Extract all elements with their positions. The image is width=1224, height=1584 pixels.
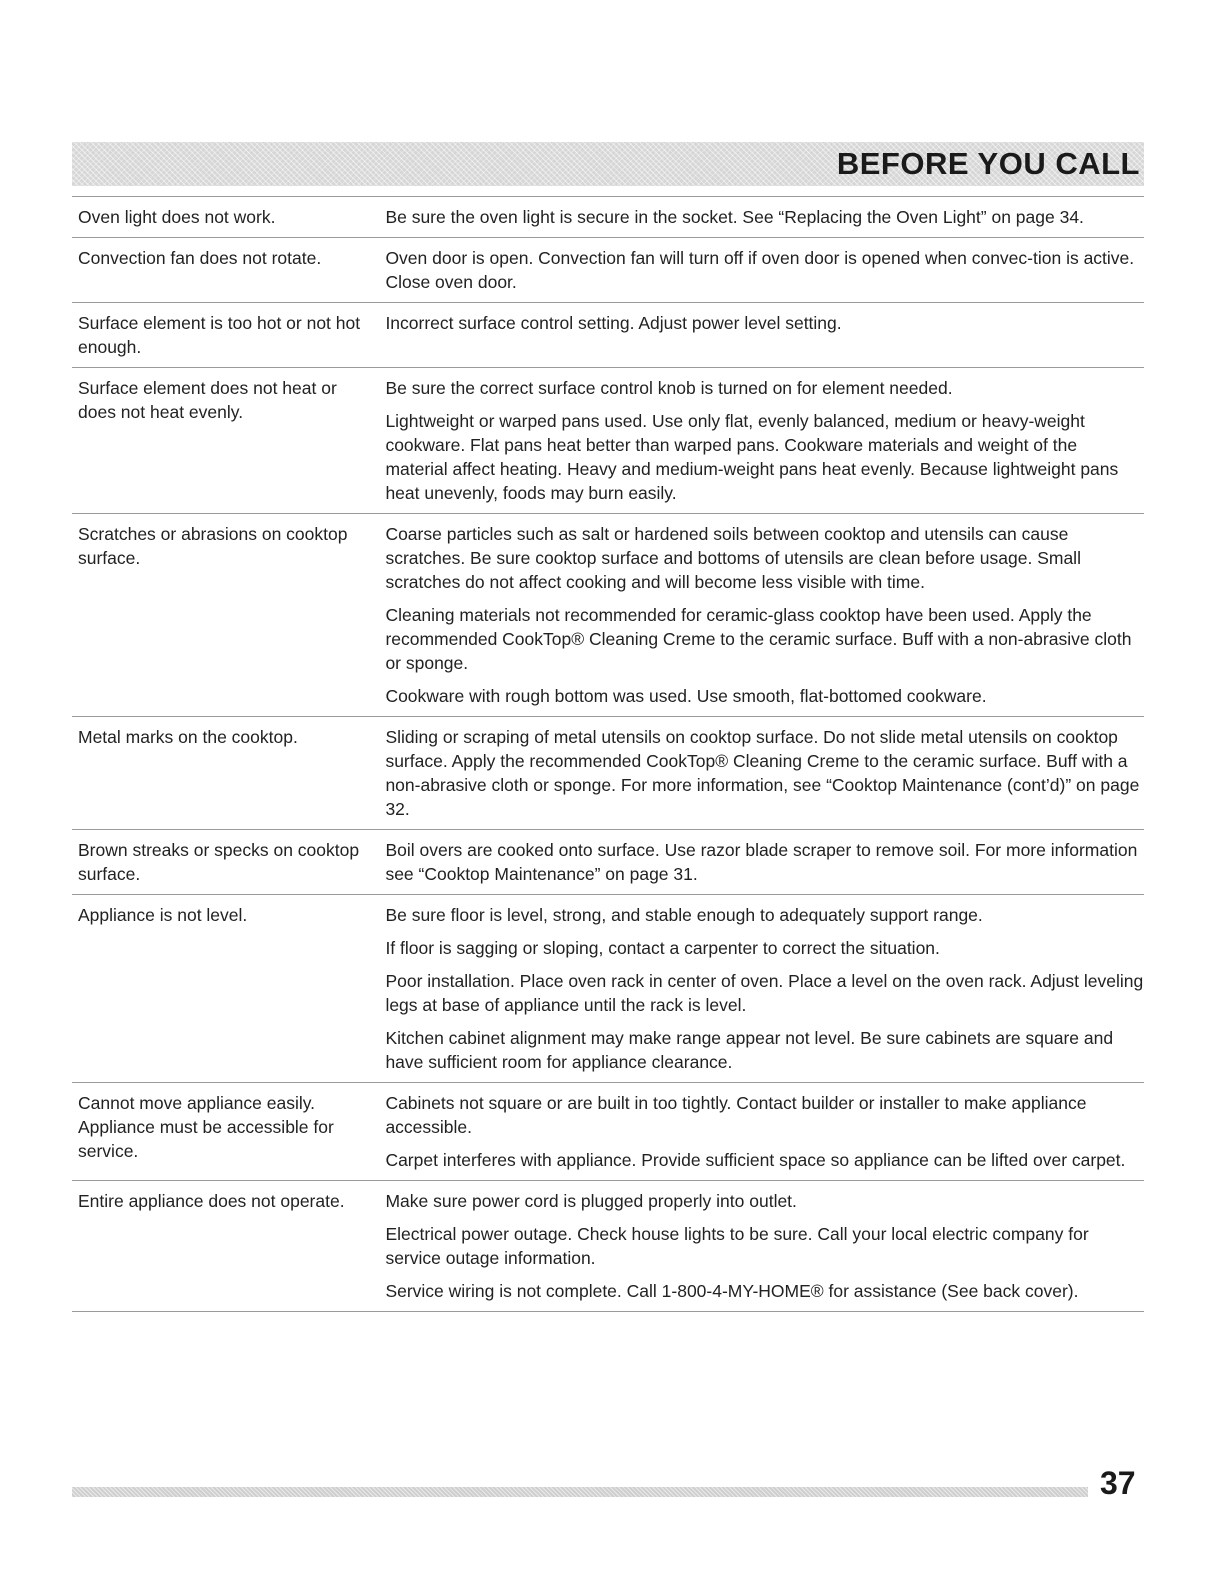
- table-row: [72, 1180, 1144, 1312]
- solution-text: Make sure power cord is plugged properly into outlet.: [385, 1191, 797, 1211]
- problem-text: Convection fan does not rotate.: [78, 248, 322, 268]
- solution-text: Boil overs are cooked onto surface. Use razor blade scraper to remove soil. For more information see “Cooktop Maintenance” on page 31.: [385, 840, 1138, 884]
- troubleshooting-table: [72, 196, 1144, 1312]
- solutions-cell: [376, 238, 1144, 294]
- solution-text: Carpet interferes with appliance. Provide sufficient space so appliance can be lifted over carpet.: [385, 1150, 1126, 1170]
- solution-text: Be sure the oven light is secure in the socket. See “Replacing the Oven Light” on page 34.: [385, 207, 1084, 227]
- solutions-cell: [376, 717, 1144, 821]
- solutions-cell: [376, 303, 1144, 359]
- solutions-cell: [376, 197, 1144, 229]
- table-row: [72, 894, 1144, 1082]
- solutions-cell: [376, 895, 1144, 1074]
- table-row: [72, 513, 1144, 716]
- solution-text: Poor installation. Place oven rack in center of oven. Place a level on the oven rack. Adjust leveling legs at base of appliance until the rack is level.: [385, 971, 1144, 1015]
- solutions-cell: [376, 830, 1144, 886]
- solutions-cell: [376, 1181, 1144, 1303]
- problem-text: Oven light does not work.: [78, 207, 276, 227]
- table-row: [72, 829, 1144, 894]
- solutions-cell: [376, 1083, 1144, 1172]
- solution-text: Lightweight or warped pans used. Use only flat, evenly balanced, medium or heavy-weight cookware. Flat pans heat better than warped pans. Cookware materials and weight of the material affect heating. Heavy and medium-weight pans heat evenly. Because lightweight pans heat unevenly, foods may burn easily.: [385, 411, 1119, 503]
- table-row: [72, 196, 1144, 237]
- solutions-cell: [376, 514, 1144, 708]
- solution-text: Electrical power outage. Check house lights to be sure. Call your local electric company for service outage information.: [385, 1224, 1089, 1268]
- table-row: [72, 302, 1144, 367]
- problem-text: Surface element does not heat or does not heat evenly.: [78, 378, 337, 422]
- problem-text: Entire appliance does not operate.: [78, 1191, 345, 1211]
- solution-text: Sliding or scraping of metal utensils on cooktop surface. Do not slide metal utensils on cooktop surface. Apply the recommended CookTop® Cleaning Creme to the ceramic surface. Buff with a non-abrasive cloth or sponge. For more information, see “Cooktop Maintenance (cont’d)” on page 32.: [385, 727, 1140, 819]
- solution-text: Oven door is open. Convection fan will turn off if oven door is opened when convec-tion is active. Close oven door.: [385, 248, 1135, 292]
- table-row: [72, 716, 1144, 829]
- solution-text: Be sure the correct surface control knob is turned on for element needed.: [385, 378, 953, 398]
- solution-text: Service wiring is not complete. Call 1-800-4-MY-HOME® for assistance (See back cover).: [385, 1281, 1079, 1301]
- solutions-cell: [376, 368, 1144, 505]
- problem-text: Appliance is not level.: [78, 905, 248, 925]
- problem-text: Cannot move appliance easily. Appliance must be accessible for service.: [78, 1093, 334, 1161]
- table-row: [72, 1082, 1144, 1180]
- section-title: BEFORE YOU CALL: [836, 146, 1140, 181]
- solution-text: Kitchen cabinet alignment may make range appear not level. Be sure cabinets are square and have sufficient room for appliance clearance.: [385, 1028, 1114, 1072]
- solution-text: Cabinets not square or are built in too tightly. Contact builder or installer to make appliance accessible.: [385, 1093, 1087, 1137]
- page-number: 37: [1100, 1465, 1136, 1501]
- solution-text: Be sure floor is level, strong, and stable enough to adequately support range.: [385, 905, 983, 925]
- solution-text: Cookware with rough bottom was used. Use smooth, flat-bottomed cookware.: [385, 686, 987, 706]
- problem-text: Brown streaks or specks on cooktop surface.: [78, 840, 360, 884]
- table-row: [72, 237, 1144, 302]
- table-row: [72, 367, 1144, 513]
- solution-text: Incorrect surface control setting. Adjust power level setting.: [385, 313, 842, 333]
- solution-text: If floor is sagging or sloping, contact a carpenter to correct the situation.: [385, 938, 940, 958]
- footer-band: [72, 1487, 1088, 1497]
- solution-text: Coarse particles such as salt or hardened soils between cooktop and utensils can cause scratches. Be sure cooktop surface and bottoms of utensils are clean before usage. Small scratches do not affect cooking and will become less visible with time.: [385, 524, 1081, 592]
- problem-text: Scratches or abrasions on cooktop surface.: [78, 524, 348, 568]
- section-header-band: [72, 142, 1144, 186]
- problem-text: Metal marks on the cooktop.: [78, 727, 298, 747]
- solution-text: Cleaning materials not recommended for ceramic-glass cooktop have been used. Apply the recommended CookTop® Cleaning Creme to the ceramic surface. Buff with a non-abrasive cloth or sponge.: [385, 605, 1132, 673]
- problem-text: Surface element is too hot or not hot enough.: [78, 313, 361, 357]
